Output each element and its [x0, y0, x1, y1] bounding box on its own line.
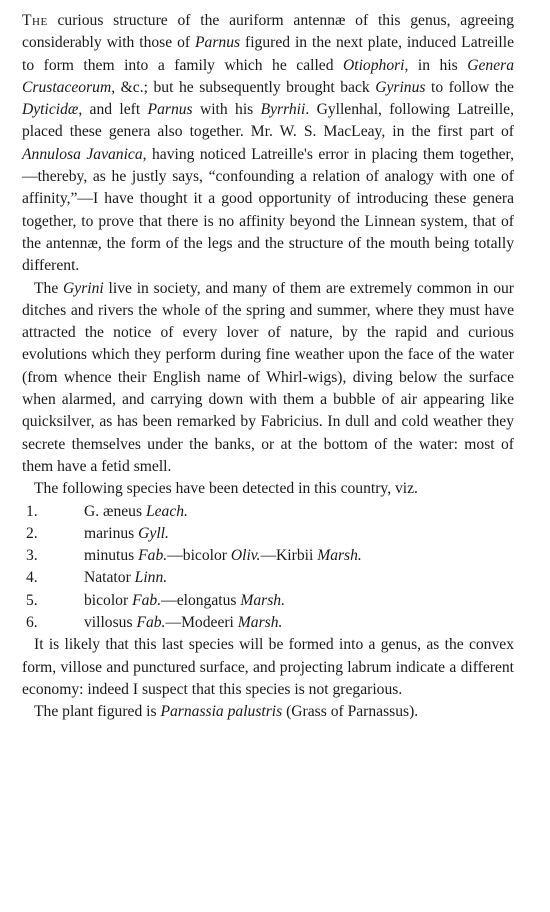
text-run: —Modeeri: [165, 614, 238, 632]
text-run: , &c.; but he subsequently brought back: [111, 78, 376, 96]
species-name: [84, 567, 514, 589]
text-run: , in his: [404, 56, 468, 74]
paragraph-antennae-text: [22, 12, 514, 274]
species-item: [22, 567, 514, 589]
species-number: 5.: [26, 591, 38, 609]
species-item: [22, 523, 514, 545]
species-number: 4.: [26, 569, 38, 587]
italic-term: Gyll.: [138, 524, 169, 542]
italic-term: Fab.: [138, 547, 168, 565]
italic-term: Genera Crustaceorum: [22, 56, 514, 96]
italic-term: Leach.: [145, 502, 188, 520]
text-run: figured in the next plate, induced Latreille to form them into a family which he called: [22, 34, 514, 74]
text-run: , having noticed Latreille's error in placing them together,—thereby, as he justly says, “confounding a relation of analogy with one of affinity,”—I have thought it a good opportunity of introducing these genera together, to prove that there is no affinity beyond the Linnean system, that of the antennæ, the form of the legs and the structure of the mouth being totally different.: [22, 145, 514, 275]
paragraph-last-species: It is likely that this last species will be formed into a genus, as the convex form, villose and punctured surface, and projecting labrum indicate a different economy: indeed I suspect that this species is not gregarious.: [22, 636, 514, 698]
text-run: live in society, and many of them are extremely common in our ditches and rivers the whole of the spring and summer, where they must have attracted the notice of every lover of nature, by the rapid and curious evolutions which they perform during fine weather upon the face of the water (from whence their English name of Whirl-wigs), diving below the surface when alarmed, and carrying down with them a bubble of air appearing like quicksilver, as has been remarked by Fabricius. In dull and cold weather they secrete themselves under the banks, or at the bottom of the water: most of them have a fetid smell.: [22, 279, 514, 475]
italic-term: Otiophori: [343, 56, 405, 74]
text-run: bicolor: [84, 591, 133, 609]
species-item: [22, 545, 514, 567]
text-run: The plant figured is: [34, 703, 161, 721]
italic-term: Annulosa Javanica: [22, 145, 143, 163]
paragraph-plant-text: [34, 703, 418, 720]
italic-term: Parnus: [195, 34, 241, 52]
text-run: minutus: [84, 547, 139, 565]
species-item: [22, 612, 514, 634]
italic-term: Oliv.: [230, 547, 261, 565]
species-list: [22, 501, 514, 635]
paragraph-plant: [22, 701, 514, 723]
species-item: [22, 501, 514, 523]
text-run: (Grass of Parnassus).: [282, 703, 419, 721]
species-intro: The following species have been detected in this country, viz.: [34, 480, 418, 498]
italic-term: Gyrinus: [375, 78, 426, 96]
species-number: 2.: [26, 524, 38, 542]
text-run: marinus: [84, 524, 139, 542]
species-number: 6.: [26, 614, 38, 632]
text-run: G. æneus: [84, 502, 146, 520]
italic-term: Marsh.: [240, 591, 285, 609]
text-run: —elongatus: [161, 591, 241, 609]
document-page: [22, 10, 514, 724]
text-run: with his: [192, 101, 261, 119]
species-name: [84, 523, 514, 545]
italic-term: Parnassia palustris: [160, 703, 283, 721]
paragraph-gyrini: [22, 278, 514, 479]
species-number: 3.: [26, 547, 38, 565]
text-run: to follow the: [425, 78, 514, 96]
species-number: 1.: [26, 502, 38, 520]
text-run: —Kirbii: [260, 547, 318, 565]
text-run: , and left: [78, 101, 148, 119]
text-run: curious structure of the auriform antennæ of this genus, agreeing considerably with those of: [22, 12, 514, 52]
italic-term: Fab.: [136, 614, 166, 632]
species-name: [84, 590, 514, 612]
italic-term: Marsh.: [317, 547, 362, 565]
italic-term: Marsh.: [237, 614, 283, 632]
italic-term: Linn.: [134, 569, 168, 587]
italic-term: Fab.: [132, 591, 162, 609]
drop-word: The: [22, 12, 48, 29]
italic-term: Byrrhii: [260, 101, 306, 119]
species-name: [84, 612, 514, 634]
italic-term: Gyrini: [63, 279, 104, 297]
paragraph-antennae: [22, 10, 514, 278]
text-run: villosus: [84, 614, 137, 632]
species-name: [84, 545, 514, 567]
species-item: [22, 590, 514, 612]
text-run: —bicolor: [167, 547, 231, 565]
paragraph-gyrini-text: [22, 280, 514, 475]
text-run: Natator: [84, 569, 135, 587]
text-run: . Gyllenhal, following Latreille, placed these genera also together. Mr. W. S. MacLeay, in the first part of: [22, 101, 514, 141]
italic-term: Parnus: [147, 101, 193, 119]
text-run: The: [34, 279, 64, 297]
italic-term: Dyticidæ: [22, 101, 79, 119]
species-name: [84, 501, 514, 523]
